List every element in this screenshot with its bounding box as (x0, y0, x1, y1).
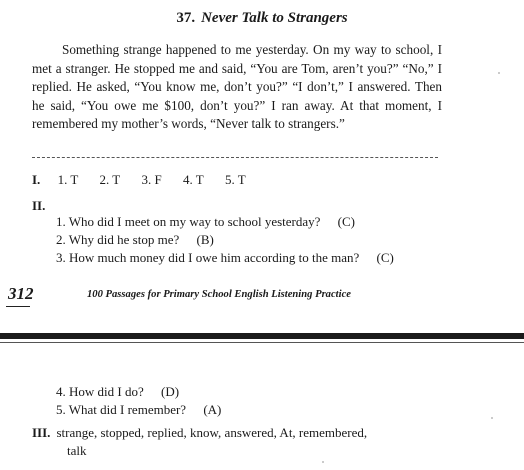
passage-title-text: Never Talk to Strangers (201, 10, 348, 26)
question-answer: (D) (161, 384, 180, 399)
answer-item: 1. T (57, 172, 79, 187)
question-text: 3. How much money did I owe him according to the man? (56, 250, 360, 265)
question-answer: (C) (376, 250, 394, 265)
page-break-thin-rule (0, 342, 524, 343)
section-two-label: II. (32, 198, 46, 213)
section-three-continuation: talk (67, 443, 87, 458)
page-number: 312 (8, 284, 34, 303)
page-break-thick-rule (0, 333, 524, 339)
question-text: 1. Who did I meet on my way to school yesterday? (56, 214, 321, 229)
dashed-divider (32, 157, 438, 158)
answer-item: 2. T (99, 172, 121, 187)
scan-speck (498, 72, 500, 74)
question-text: 5. What did I remember? (56, 402, 187, 417)
question-row (56, 232, 214, 248)
question-row (56, 250, 394, 266)
question-row (56, 214, 355, 230)
section-three-line (32, 425, 367, 441)
scan-speck (491, 417, 493, 419)
answer-item: 4. T (182, 172, 204, 187)
question-answer: (B) (196, 232, 214, 247)
answer-item: 5. T (224, 172, 246, 187)
scan-speck (322, 461, 324, 463)
section-three-words: strange, stopped, replied, know, answered, At, remembered, (56, 425, 368, 440)
book-title: 100 Passages for Primary School English Listening Practice (87, 289, 351, 300)
passage-text: Something strange happened to me yesterday. On my way to school, I met a stranger. He stopped me and said, “You are Tom, aren’t you?” “No,” I replied. He asked, “You know me, don’t you?” “I don’t,” I answered. Then he said, “You owe me $100, don’t you?” I ran away. At that moment, I remembered my mother’s words, “Never talk to strangers.” (32, 42, 442, 132)
section-one-label: I. (32, 172, 41, 187)
question-answer: (C) (337, 214, 355, 229)
question-text: 2. Why did he stop me? (56, 232, 180, 247)
question-text: 4. How did I do? (56, 384, 144, 399)
page-number-underline (6, 306, 30, 307)
question-answer: (A) (203, 402, 222, 417)
section-one-answers (32, 172, 264, 188)
section-three-label: III. (32, 425, 51, 440)
passage-title (0, 10, 524, 27)
answer-item: 3. F (141, 172, 162, 187)
passage-number: 37. (176, 10, 196, 26)
question-row (56, 402, 221, 418)
question-row (56, 384, 179, 400)
